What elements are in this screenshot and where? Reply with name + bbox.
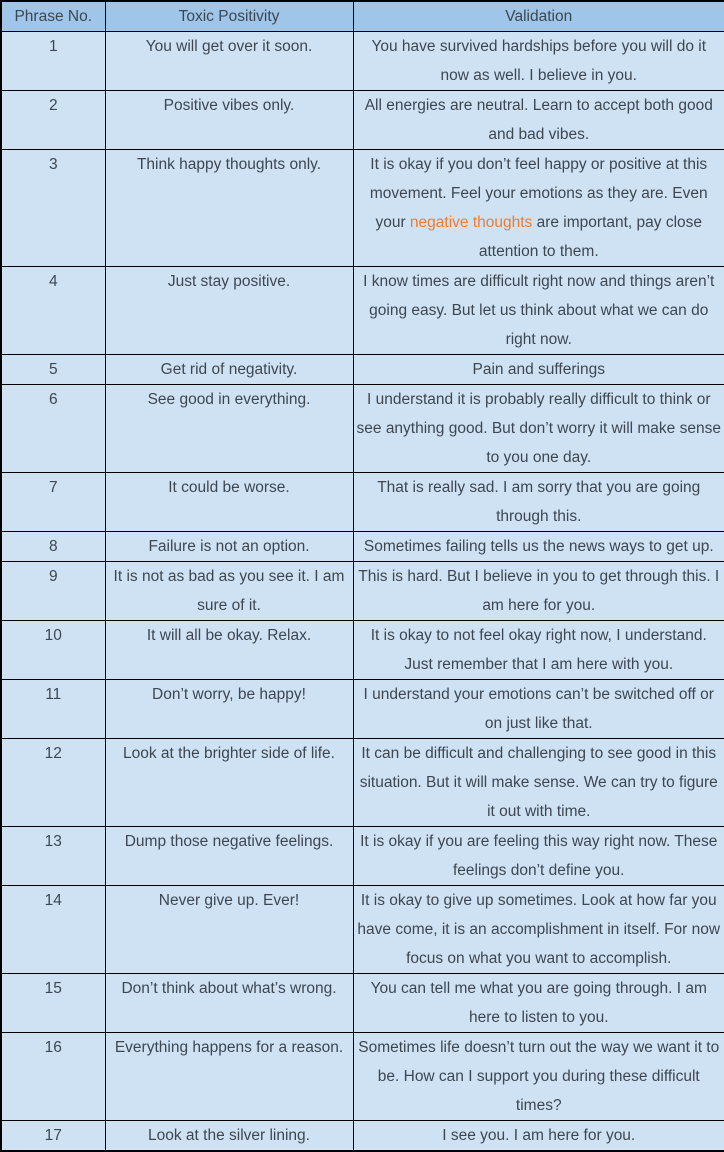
table-row <box>1 827 724 886</box>
validation-text: It is okay if you don’t feel happy or positive at this movement. Feel your emotions as they are. Even your <box>369 156 708 231</box>
validation-cell <box>353 267 724 355</box>
toxic-positivity-cell: Positive vibes only. <box>105 91 353 150</box>
validation-cell <box>353 739 724 827</box>
table-row <box>1 1121 724 1152</box>
table-header <box>1 1 724 32</box>
toxic-positivity-cell: It is not as bad as you see it. I am sure of it. <box>105 562 353 621</box>
validation-cell <box>353 1033 724 1121</box>
validation-text: All energies are neutral. Learn to accept both good and bad vibes. <box>364 97 713 143</box>
toxic-positivity-cell: Everything happens for a reason. <box>105 1033 353 1121</box>
validation-cell <box>353 532 724 562</box>
column-header-phrase-no: Phrase No. <box>1 1 105 32</box>
phrase-no-cell: 14 <box>1 886 105 974</box>
column-header-toxic-positivity: Toxic Positivity <box>105 1 353 32</box>
table-row <box>1 621 724 680</box>
table-row <box>1 562 724 621</box>
table-row <box>1 150 724 267</box>
toxic-positivity-cell: You will get over it soon. <box>105 32 353 91</box>
validation-cell <box>353 32 724 91</box>
validation-text: I understand it is probably really difficult to think or see anything good. But don’t worry it will make sense to you one day. <box>356 391 721 466</box>
phrase-no-cell: 12 <box>1 739 105 827</box>
validation-text: That is really sad. I am sorry that you are going through this. <box>377 479 701 525</box>
validation-cell <box>353 1121 724 1152</box>
table-row <box>1 886 724 974</box>
validation-cell <box>353 562 724 621</box>
validation-text: It is okay to not feel okay right now, I understand. Just remember that I am here with you. <box>370 627 707 673</box>
validation-cell <box>353 621 724 680</box>
phrase-no-cell: 4 <box>1 267 105 355</box>
table-row <box>1 1033 724 1121</box>
validation-cell <box>353 827 724 886</box>
phrase-no-cell: 17 <box>1 1121 105 1152</box>
validation-cell <box>353 355 724 385</box>
validation-cell <box>353 680 724 739</box>
table-row <box>1 532 724 562</box>
phrase-no-cell: 1 <box>1 32 105 91</box>
phrase-no-cell: 3 <box>1 150 105 267</box>
validation-text: I see you. I am here for you. <box>442 1127 636 1144</box>
phrase-no-cell: 7 <box>1 473 105 532</box>
toxic-positivity-cell: Look at the brighter side of life. <box>105 739 353 827</box>
table-row <box>1 385 724 473</box>
validation-text: You can tell me what you are going through. I am here to listen to you. <box>370 980 707 1026</box>
validation-cell <box>353 886 724 974</box>
phrase-no-cell: 10 <box>1 621 105 680</box>
phrase-no-cell: 9 <box>1 562 105 621</box>
toxic-positivity-cell: Just stay positive. <box>105 267 353 355</box>
validation-text: Sometimes failing tells us the news ways to get up. <box>363 538 714 555</box>
table-row <box>1 91 724 150</box>
highlighted-text: negative thoughts <box>409 214 533 231</box>
toxic-positivity-cell: It could be worse. <box>105 473 353 532</box>
phrase-no-cell: 11 <box>1 680 105 739</box>
toxic-positivity-cell: Think happy thoughts only. <box>105 150 353 267</box>
validation-text: I understand your emotions can’t be switched off or on just like that. <box>363 686 714 732</box>
validation-text: Pain and sufferings <box>472 361 605 378</box>
toxic-positivity-cell: See good in everything. <box>105 385 353 473</box>
toxic-positivity-cell: Look at the silver lining. <box>105 1121 353 1152</box>
toxic-positivity-cell: Get rid of negativity. <box>105 355 353 385</box>
phrase-no-cell: 8 <box>1 532 105 562</box>
toxic-positivity-cell: Never give up. Ever! <box>105 886 353 974</box>
phrase-no-cell: 6 <box>1 385 105 473</box>
phrase-no-cell: 13 <box>1 827 105 886</box>
table-row <box>1 473 724 532</box>
table-row <box>1 355 724 385</box>
toxic-positivity-cell: Don’t think about what’s wrong. <box>105 974 353 1033</box>
validation-text: It can be difficult and challenging to see good in this situation. But it will make sense. We can try to figure it out with time. <box>359 745 718 820</box>
phrase-no-cell: 2 <box>1 91 105 150</box>
validation-text: are important, pay close attention to them. <box>478 214 703 260</box>
phrase-no-cell: 15 <box>1 974 105 1033</box>
validation-text: I know times are difficult right now and things aren’t going easy. But let us think about what we can do right now. <box>363 273 715 348</box>
phrase-no-cell: 16 <box>1 1033 105 1121</box>
table-row <box>1 32 724 91</box>
table-row <box>1 739 724 827</box>
validation-cell <box>353 91 724 150</box>
validation-text: Sometimes life doesn’t turn out the way we want it to be. How can I support you during these difficult times? <box>358 1039 720 1114</box>
validation-cell <box>353 150 724 267</box>
phrase-no-cell: 5 <box>1 355 105 385</box>
toxic-positivity-cell: Failure is not an option. <box>105 532 353 562</box>
validation-text: This is hard. But I believe in you to get through this. I am here for you. <box>358 568 720 614</box>
validation-cell <box>353 473 724 532</box>
validation-text: You have survived hardships before you will do it now as well. I believe in you. <box>371 38 707 84</box>
table-row <box>1 974 724 1033</box>
header-row <box>1 1 724 32</box>
table-body <box>1 32 724 1152</box>
toxic-positivity-cell: Don’t worry, be happy! <box>105 680 353 739</box>
table-row <box>1 680 724 739</box>
validation-cell <box>353 385 724 473</box>
column-header-validation: Validation <box>353 1 724 32</box>
validation-cell <box>353 974 724 1033</box>
validation-text: It is okay if you are feeling this way right now. These feelings don’t define you. <box>360 833 718 879</box>
validation-text: It is okay to give up sometimes. Look at how far you have come, it is an accomplishment in itself. For now focus on what you want to accomplish. <box>357 892 721 967</box>
toxic-positivity-cell: It will all be okay. Relax. <box>105 621 353 680</box>
table-row <box>1 267 724 355</box>
toxic-positivity-cell: Dump those negative feelings. <box>105 827 353 886</box>
